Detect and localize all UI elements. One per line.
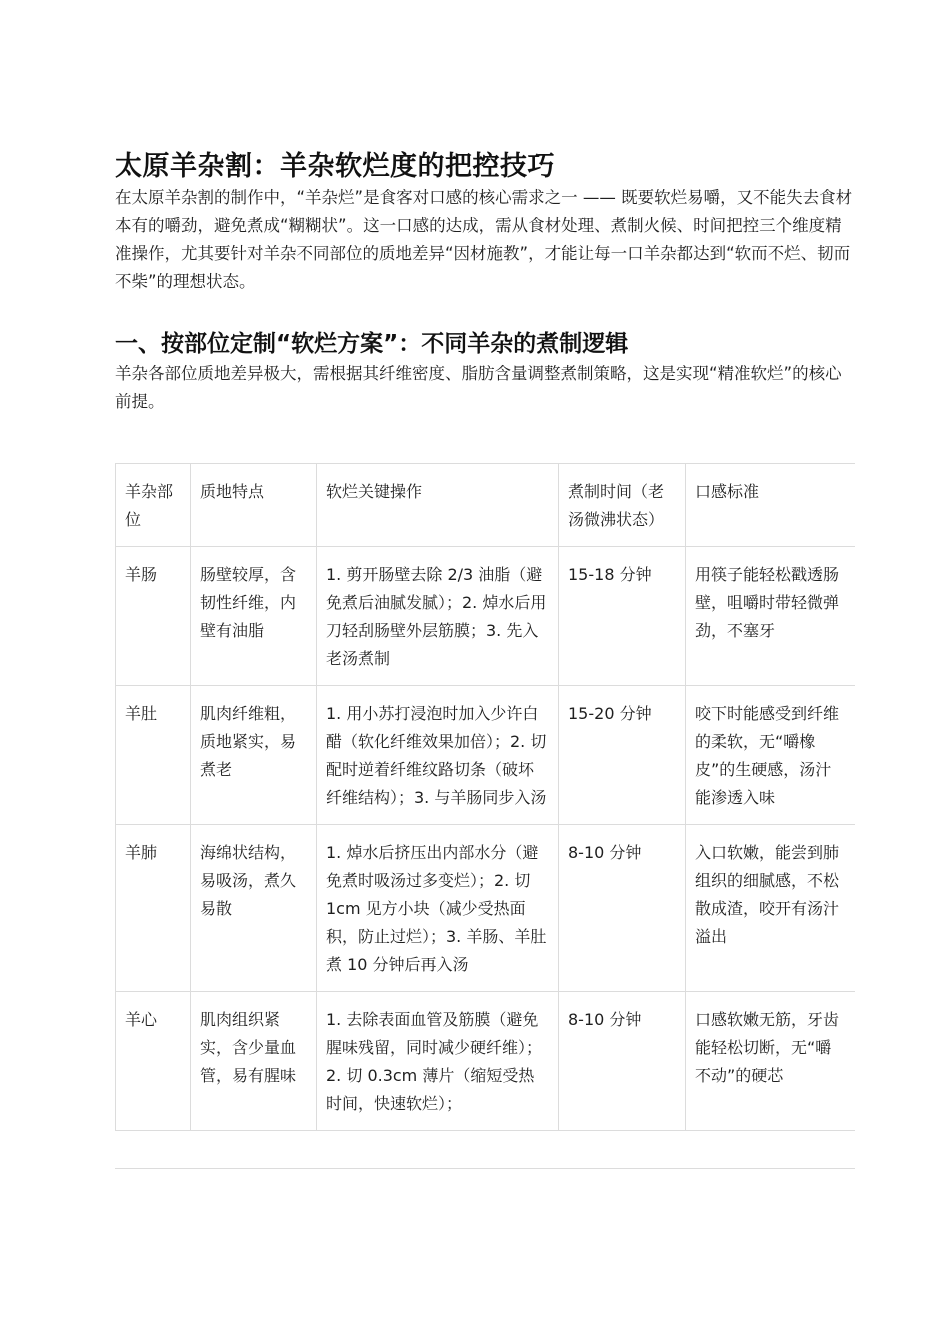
table-cell: 1. 去除表面血管及筋膜（避免腥味残留，同时减少硬纤维）；2. 切 0.3cm 薄片（缩短受热时间，快速软烂）； [317,992,559,1131]
table-row [116,547,856,686]
table-cell: 羊肠 [116,547,191,686]
table-header-cell: 软烂关键操作 [317,464,559,547]
table-container [115,463,855,1169]
table-cell: 咬下时能感受到纤维的柔软，无“嚼橡皮”的生硬感，汤汁能渗透入味 [686,686,856,825]
table-header-cell: 质地特点 [191,464,317,547]
table-cell: 肠壁较厚，含韧性纤维，内壁有油脂 [191,547,317,686]
table-cell: 口感软嫩无筋，牙齿能轻松切断，无“嚼不动”的硬芯 [686,992,856,1131]
table-cell: 8-10 分钟 [559,992,686,1131]
table-row [116,992,856,1131]
intro-paragraph: 在太原羊杂割的制作中，“羊杂烂”是食客对口感的核心需求之一 —— 既要软烂易嚼，又不能失去食材本有的嚼劲，避免煮成“糊糊状”。这一口感的达成，需从食材处理、煮制火候、时间把控三个维度精准操作，尤其要针对羊杂不同部位的质地差异“因材施教”，才能让每一口羊杂都达到“软而不烂、韧而不柴”的理想状态。 [115,188,853,291]
section-heading: 一、按部位定制“软烂方案”：不同羊杂的煮制逻辑 [115,331,629,357]
table-cell: 15-18 分钟 [559,547,686,686]
table-header-cell: 羊杂部位 [116,464,191,547]
table-cell: 肌肉纤维粗，质地紧实，易煮老 [191,686,317,825]
document-page [115,150,855,1169]
offal-table [115,463,855,1131]
table-cell: 1. 用小苏打浸泡时加入少许白醋（软化纤维效果加倍）；2. 切配时逆着纤维纹路切条（破坏纤维结构）；3. 与羊肠同步入汤 [317,686,559,825]
table-row [116,825,856,992]
table-cell: 1. 焯水后挤压出内部水分（避免煮时吸汤过多变烂）；2. 切 1cm 见方小块（减少受热面积，防止过烂）；3. 羊肠、羊肚煮 10 分钟后再入汤 [317,825,559,992]
table-cell: 1. 剪开肠壁去除 2/3 油脂（避免煮后油腻发腻）；2. 焯水后用刀轻刮肠壁外层筋膜；3. 先入老汤煮制 [317,547,559,686]
table-cell: 8-10 分钟 [559,825,686,992]
table-cell: 羊肺 [116,825,191,992]
table-cell: 海绵状结构，易吸汤，煮久易散 [191,825,317,992]
page-title: 太原羊杂割：羊杂软烂度的把控技巧 [115,151,555,182]
table-cell: 入口软嫩，能尝到肺组织的细腻感，不松散成渣，咬开有汤汁溢出 [686,825,856,992]
table-header-row [116,464,856,547]
table-cell: 15-20 分钟 [559,686,686,825]
table-header-cell: 口感标准 [686,464,856,547]
table-cell: 羊肚 [116,686,191,825]
section-description: 羊杂各部位质地差异极大，需根据其纤维密度、脂肪含量调整煮制策略，这是实现“精准软烂”的核心前提。 [115,364,842,411]
table-cell: 用筷子能轻松戳透肠壁，咀嚼时带轻微弹劲，不塞牙 [686,547,856,686]
table-header-cell: 煮制时间（老汤微沸状态） [559,464,686,547]
table-cell: 肌肉组织紧实，含少量血管，易有腥味 [191,992,317,1131]
table-cell: 羊心 [116,992,191,1131]
table-row [116,686,856,825]
